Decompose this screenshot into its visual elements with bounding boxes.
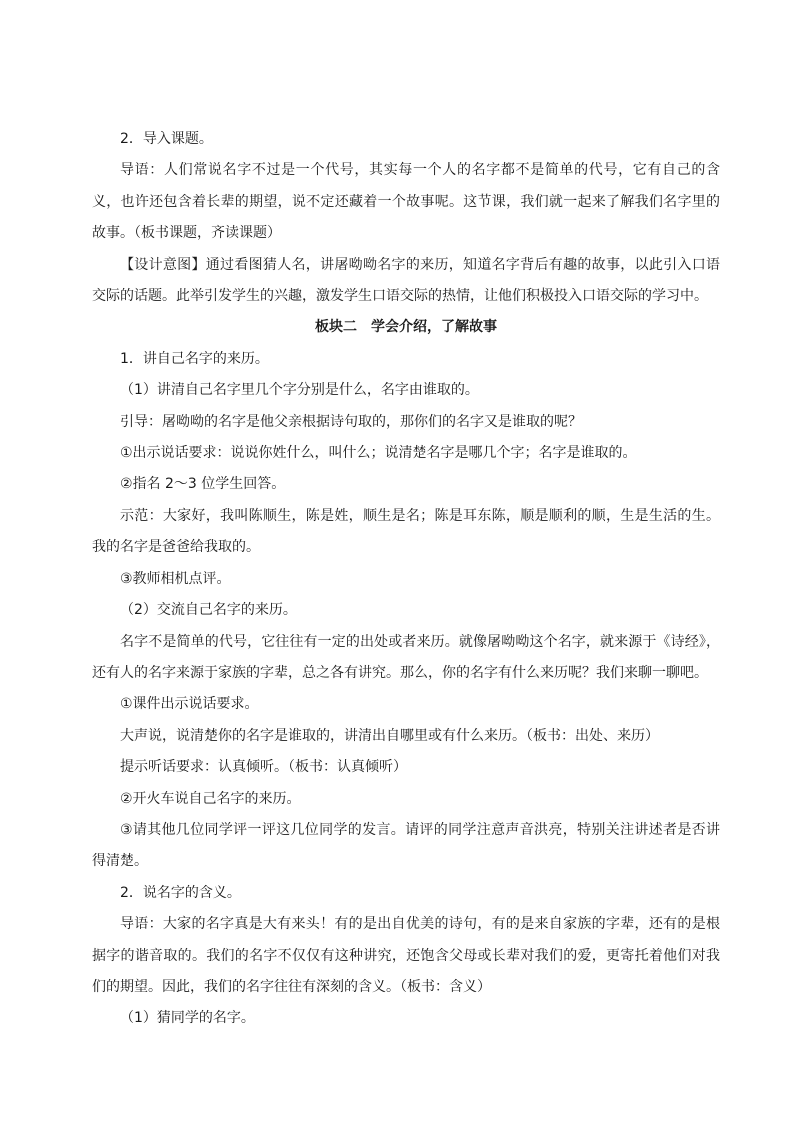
design-intent-paragraph: 【设计意图】通过看图猜人名，讲屠呦呦名字的来历，知道名字背后有趣的故事，以此引入口语交际的话题。此举引发学生的兴趣，激发学生口语交际的热情，让他们积极投入口语交际的学习中。	[92, 256, 720, 305]
speaking-requirement-item: ①出示说话要求：说说你姓什么，叫什么；说清楚名字是哪几个字；名字是谁取的。	[120, 445, 637, 462]
example-paragraph: 示范：大家好，我叫陈顺生，陈是姓，顺生是名；陈是耳东陈，顺是顺利的顺，生是生活的生。我的名字是爸爸给我取的。	[92, 507, 720, 556]
name-origin-paragraph: 名字不是简单的代号，它往往有一定的出处或者来历。就像屠呦呦这个名字，就来源于《诗经》，还有人的名字来源于家族的字辈，总之各有讲究。那么，你的名字有什么来历呢？我们来聊一聊吧。	[92, 633, 720, 681]
document-page	[92, 124, 720, 1035]
train-speaking-item: ②开火车说自己名字的来历。	[120, 790, 301, 807]
listening-requirement-paragraph: 提示听话要求：认真倾听。（板书：认真倾听）	[120, 759, 407, 776]
sub-step-1-heading: （1）讲清自己名字里几个字分别是什么，名字由谁取的。	[120, 382, 479, 399]
guess-names-item: （1）猜同学的名字。	[120, 1010, 255, 1027]
courseware-item: ①课件出示说话要求。	[120, 696, 259, 713]
step-1-heading: 1．讲自己名字的来历。	[120, 350, 269, 367]
intro-speech-paragraph: 导语：人们常说名字不过是一个代号，其实每一个人的名字都不是简单的代号，它有自己的含义，也许还包含着长辈的期望，说不定还藏着一个故事呢。这节课，我们就一起来了解我们名字里的故事。（板书课题，齐读课题）	[92, 162, 720, 242]
step-2-heading: 2．导入课题。	[120, 131, 213, 147]
sub-step-2-heading: （2）交流自己名字的来历。	[120, 602, 297, 619]
call-students-item: ②指名 2～3 位学生回答。	[120, 476, 286, 493]
step-2-meaning-heading: 2．说名字的含义。	[120, 884, 241, 901]
peer-review-item: ③请其他几位同学评一评这几位同学的发言。请评的同学注意声音洪亮，特别关注讲述者是否讲得清楚。	[92, 821, 720, 870]
teacher-comment-item: ③教师相机点评。	[120, 570, 231, 587]
meaning-intro-paragraph: 导语：大家的名字真是大有来头！有的是出自优美的诗句，有的是来自家族的字辈，还有的是根据字的谐音取的。我们的名字不仅仅有这种讲究，还饱含父母或长辈对我们的爱，更寄托着他们对我们的期望。因此，我们的名字往往有深刻的含义。（板书：含义）	[92, 916, 720, 995]
section-2-heading: 板块二 学会介绍，了解故事	[315, 319, 497, 336]
speak-aloud-paragraph: 大声说，说清楚你的名字是谁取的，讲清出自哪里或有什么来历。（板书：出处、来历）	[120, 727, 659, 744]
guide-paragraph: 引导：屠呦呦的名字是他父亲根据诗句取的，那你们的名字又是谁取的呢？	[120, 413, 582, 430]
